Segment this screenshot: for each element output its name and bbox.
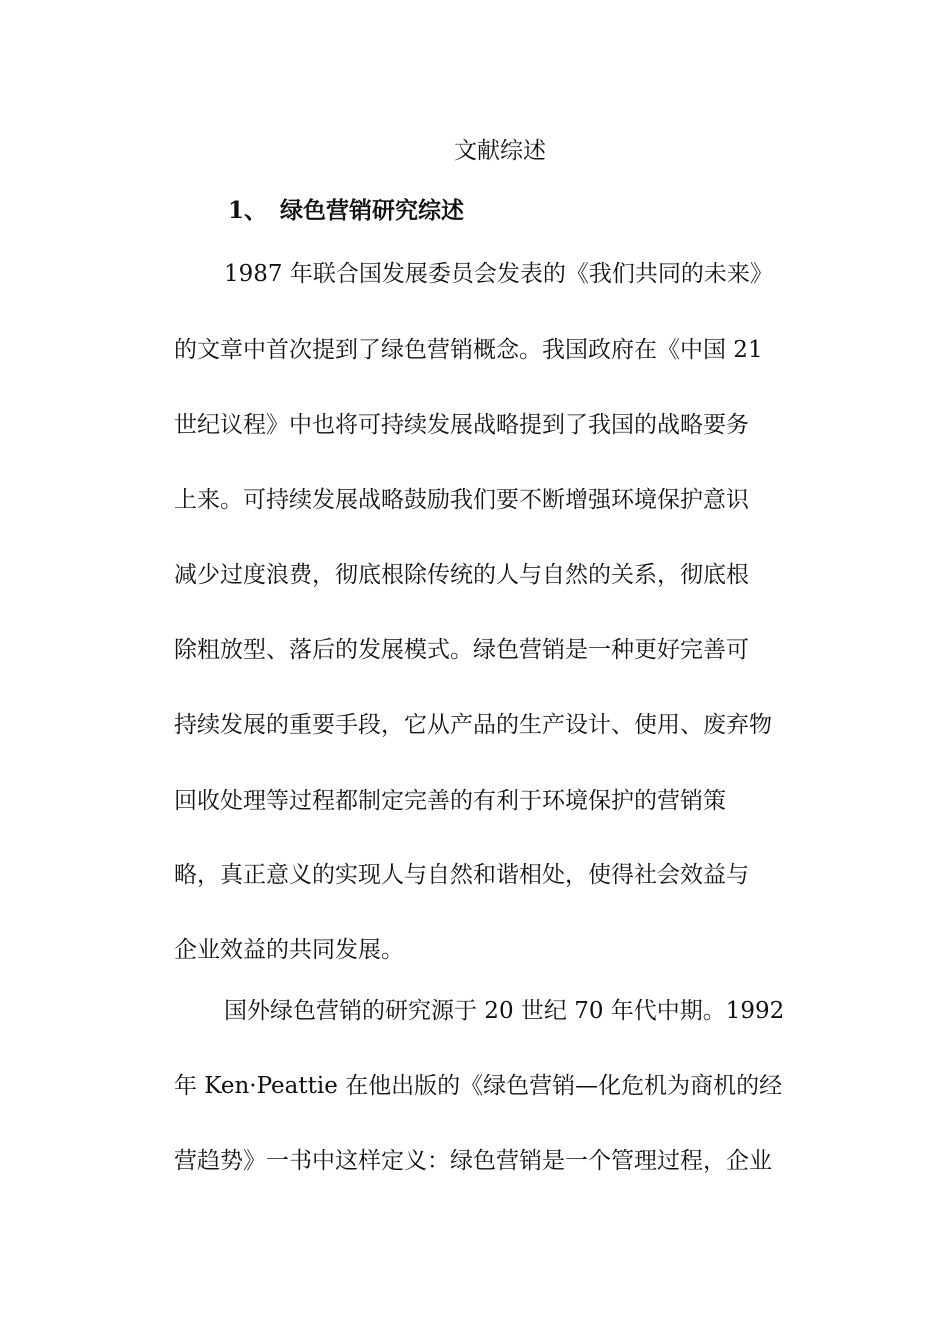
paragraph-line: 世纪议程》中也将可持续发展战略提到了我国的战略要务 (174, 412, 749, 438)
document-title: 文献综述 (454, 138, 546, 164)
paragraph-line: 除粗放型、落后的发展模式。绿色营销是一种更好完善可 (174, 637, 749, 663)
paragraph-line: 上来。可持续发展战略鼓励我们要不断增强环境保护意识 (174, 487, 749, 513)
section-heading-text: 绿色营销研究综述 (280, 197, 464, 224)
paragraph-line: 年 Ken·Peattie 在他出版的《绿色营销—化危机为商机的经 (174, 1073, 783, 1099)
section-heading (228, 193, 464, 229)
section-number: 1、 (228, 197, 268, 224)
paragraph-line: 持续发展的重要手段，它从产品的生产设计、使用、废弃物 (174, 712, 772, 738)
paragraph-line: 国外绿色营销的研究源于 20 世纪 70 年代中期。1992 (224, 998, 785, 1024)
paragraph-line: 略，真正意义的实现人与自然和谐相处，使得社会效益与 (174, 862, 749, 888)
paragraph-line: 企业效益的共同发展。 (174, 937, 404, 963)
paragraph-line: 减少过度浪费，彻底根除传统的人与自然的关系，彻底根 (174, 562, 749, 588)
paragraph-line: 1987 年联合国发展委员会发表的《我们共同的未来》 (224, 261, 773, 287)
paragraph-line: 营趋势》一书中这样定义：绿色营销是一个管理过程，企业 (174, 1148, 772, 1174)
paragraph-line: 回收处理等过程都制定完善的有利于环境保护的营销策 (174, 788, 726, 814)
paragraph-line: 的文章中首次提到了绿色营销概念。我国政府在《中国 21 (174, 337, 763, 363)
